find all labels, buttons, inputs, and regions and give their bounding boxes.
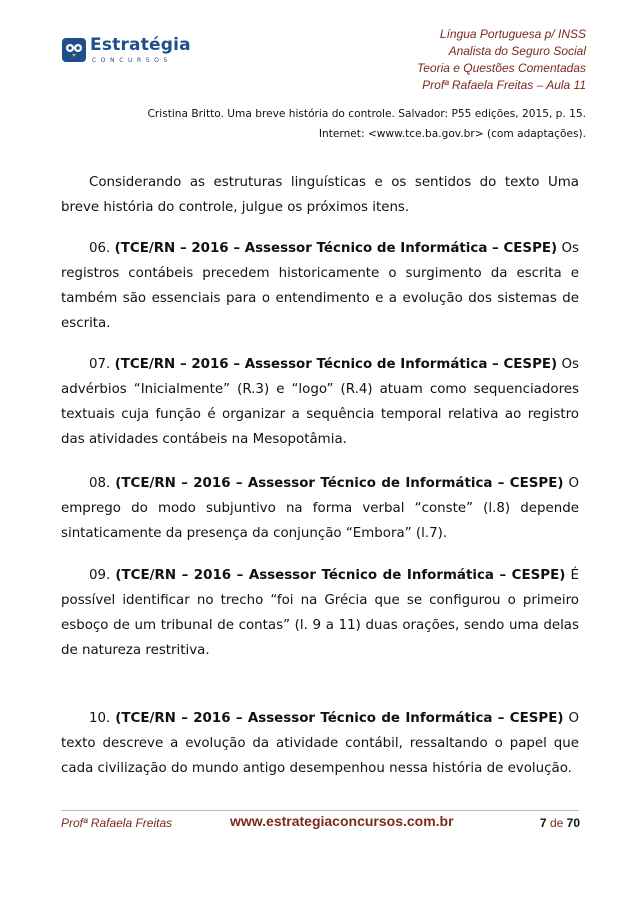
question-number: 10.: [89, 711, 111, 726]
footer-url: www.estrategiaconcursos.com.br: [230, 813, 454, 829]
page-separator: de: [549, 816, 564, 830]
question-text: Os advérbios “Inicialmente” (R.3) e “logo” (R.4) atuam como sequenciadores textuais cuja função é organizar a sequência temporal relativa ao registro das atividades contábeis na Mesopotâmia.: [61, 357, 580, 447]
citation-reference: Cristina Britto. Uma breve história do controle. Salvador: P55 edições, 2015, p. 15.: [147, 108, 586, 120]
question-text: O emprego do modo subjuntivo na forma verbal “conste” (l.8) depende sintaticamente da presença da conjunção “Embora” (l.7).: [61, 476, 579, 541]
header-role: Analista do Seguro Social: [448, 44, 586, 58]
question-source: (TCE/RN – 2016 – Assessor Técnico de Informática – CESPE): [114, 241, 558, 256]
source-citation: [148, 104, 587, 144]
page-counter: [540, 816, 580, 830]
question-number: 08.: [89, 476, 111, 491]
question-10: [61, 706, 579, 781]
question-source: (TCE/RN – 2016 – Assessor Técnico de Informática – CESPE): [115, 476, 564, 491]
estrategia-logo: [62, 36, 202, 70]
question-06: [61, 236, 579, 336]
question-08: [61, 471, 579, 546]
question-text: Os registros contábeis precedem historicamente o surgimento da escrita e também são essenciais para o entendimento e a evolução dos sistemas de escrita.: [61, 241, 580, 331]
question-source: (TCE/RN – 2016 – Assessor Técnico de Informática – CESPE): [114, 357, 558, 372]
header-lesson: Profª Rafaela Freitas – Aula 11: [422, 78, 586, 92]
question-number: 09.: [89, 568, 111, 583]
intro-paragraph: [61, 170, 579, 220]
owl-logo-icon: [62, 38, 86, 62]
question-source: (TCE/RN – 2016 – Assessor Técnico de Informática – CESPE): [115, 568, 566, 583]
page-total: 70: [566, 816, 580, 830]
question-07: [61, 352, 579, 452]
logo-name: Estratégia: [90, 35, 191, 55]
footer-divider: [61, 810, 579, 811]
question-number: 07.: [89, 357, 111, 372]
header-type: Teoria e Questões Comentadas: [417, 61, 586, 75]
document-header: [417, 26, 586, 94]
question-text: É possível identificar no trecho “foi na Grécia que se configurou o primeiro esboço de um tribunal de contas” (l. 9 a 11) duas orações, sendo uma delas de natureza restritiva.: [61, 568, 579, 658]
citation-internet: Internet: <www.tce.ba.gov.br> (com adaptações).: [318, 128, 586, 140]
question-number: 06.: [89, 241, 111, 256]
page-current: 7: [539, 816, 547, 830]
question-source: (TCE/RN – 2016 – Assessor Técnico de Informática – CESPE): [115, 711, 564, 726]
intro-text: Considerando as estruturas linguísticas e os sentidos do texto Uma breve história do controle, julgue os próximos itens.: [61, 175, 579, 215]
question-text: O texto descreve a evolução da atividade contábil, ressaltando o papel que cada civilização do mundo antigo desempenhou nessa história de evolução.: [61, 711, 579, 776]
logo-subtitle: CONCURSOS: [92, 57, 172, 64]
header-course: Língua Portuguesa p/ INSS: [439, 27, 586, 41]
footer-author: Profª Rafaela Freitas: [61, 816, 173, 830]
question-09: [61, 563, 579, 663]
